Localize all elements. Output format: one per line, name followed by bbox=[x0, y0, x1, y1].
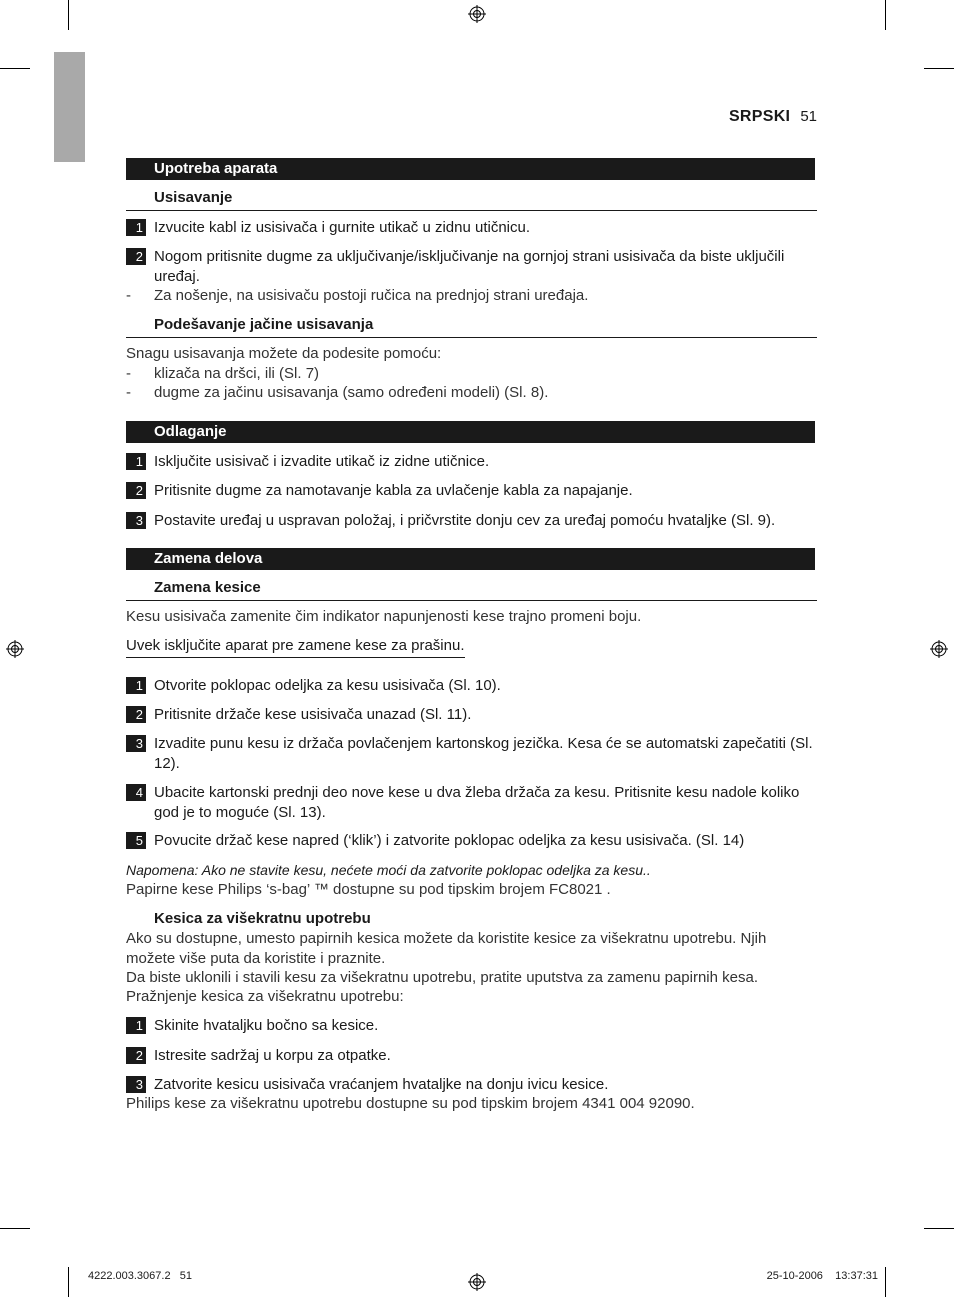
step-number: 1 bbox=[126, 1017, 146, 1034]
step-number: 2 bbox=[126, 1047, 146, 1064]
step-number: 2 bbox=[126, 482, 146, 499]
step-item bbox=[126, 452, 817, 472]
step-item bbox=[126, 705, 817, 725]
crop-mark bbox=[68, 1267, 69, 1297]
step-number: 2 bbox=[126, 706, 146, 723]
step-item bbox=[126, 218, 817, 238]
step-item bbox=[126, 1075, 817, 1095]
subsection-heading-jacina: Podešavanje jačine usisavanja bbox=[154, 316, 374, 333]
step-number: 5 bbox=[126, 832, 146, 849]
section-heading-upotreba: Upotreba aparata bbox=[126, 158, 815, 180]
step-item bbox=[126, 1046, 817, 1066]
step-item bbox=[126, 831, 817, 851]
crop-mark bbox=[0, 68, 30, 69]
note-text: Napomena: Ako ne stavite kesu, nećete moći da zatvorite poklopac odeljka za kesu.. bbox=[126, 862, 651, 878]
step-item bbox=[126, 676, 817, 696]
bullet-text: dugme za jačinu usisavanja (samo određeni modeli) (Sl. 8). bbox=[154, 384, 549, 401]
step-text: Pritisnite dugme za namotavanje kabla za uvlačenje kabla za napajanje. bbox=[154, 482, 633, 499]
page-language: SRPSKI bbox=[728, 108, 791, 125]
step-number: 3 bbox=[126, 735, 146, 752]
crop-mark bbox=[924, 68, 954, 69]
subsection-heading-usisavanje: Usisavanje bbox=[154, 189, 233, 206]
footer-doc-code: 4222.003.3067.2 bbox=[88, 1270, 171, 1282]
paragraph: Ako su dostupne, umesto papirnih kesica možete da koristite kesice za višekratnu upotrebu. Njih možete više puta da koristite i praznite. bbox=[126, 930, 767, 967]
footer-doc-info bbox=[88, 1270, 192, 1282]
bullet-item bbox=[126, 383, 817, 403]
step-item bbox=[126, 481, 817, 501]
subsection-heading-kesice: Zamena kesice bbox=[154, 579, 261, 596]
step-text: Pritisnite držače kese usisivača unazad (Sl. 11). bbox=[154, 706, 472, 723]
language-tab bbox=[54, 52, 85, 162]
divider bbox=[126, 600, 817, 601]
crop-mark bbox=[885, 0, 886, 30]
step-item bbox=[126, 247, 817, 286]
step-text: Nogom pritisnite dugme za uključivanje/isključivanje na gornjoj strani usisivača da biste uključili uređaj. bbox=[154, 248, 785, 285]
step-item bbox=[126, 734, 817, 773]
paragraph: Kesu usisivača zamenite čim indikator napunjenosti kese trajno promeni boju. bbox=[126, 608, 642, 625]
step-text: Skinite hvataljku bočno sa kesice. bbox=[154, 1017, 379, 1034]
registration-mark-icon bbox=[930, 640, 948, 658]
footer-time: 13:37:31 bbox=[835, 1270, 878, 1282]
step-text: Otvorite poklopac odeljka za kesu usisivača (Sl. 10). bbox=[154, 677, 501, 694]
bullet-item bbox=[126, 364, 817, 384]
section-heading-zamena: Zamena delova bbox=[126, 548, 815, 570]
step-number: 3 bbox=[126, 512, 146, 529]
bullet-dash: - bbox=[126, 287, 131, 304]
paragraph: Pražnjenje kesica za višekratnu upotrebu: bbox=[126, 988, 404, 1005]
step-number: 4 bbox=[126, 784, 146, 801]
step-number: 1 bbox=[126, 677, 146, 694]
divider bbox=[126, 210, 817, 211]
page-number: 51 bbox=[800, 108, 817, 125]
step-number: 3 bbox=[126, 1076, 146, 1093]
step-text: Izvucite kabl iz usisivača i gurnite utikač u zidnu utičnicu. bbox=[154, 219, 531, 236]
bullet-dash: - bbox=[126, 384, 131, 401]
footer-timestamp bbox=[767, 1270, 878, 1282]
step-item bbox=[126, 511, 817, 531]
step-number: 1 bbox=[126, 453, 146, 470]
section-heading-odlaganje: Odlaganje bbox=[126, 421, 815, 443]
paragraph: Snagu usisavanja možete da podesite pomoću: bbox=[126, 345, 442, 362]
bullet-text: Za nošenje, na usisivaču postoji ručica na prednjoj strani uređaja. bbox=[154, 287, 589, 304]
paragraph: Papirne kese Philips ‘s-bag’ ™ dostupne su pod tipskim brojem FC8021 . bbox=[126, 881, 611, 898]
divider bbox=[126, 337, 817, 338]
warning-text: Uvek isključite aparat pre zamene kese za prašinu. bbox=[126, 636, 465, 658]
subsection-heading-visekratna: Kesica za višekratnu upotrebu bbox=[154, 910, 371, 927]
bullet-text: klizača na dršci, ili (Sl. 7) bbox=[154, 365, 320, 382]
page-header bbox=[729, 108, 817, 132]
crop-mark bbox=[0, 1228, 30, 1229]
step-text: Istresite sadržaj u korpu za otpatke. bbox=[154, 1047, 391, 1064]
paragraph: Philips kese za višekratnu upotrebu dostupne su pod tipskim brojem 4341 004 92090. bbox=[126, 1095, 695, 1112]
step-text: Izvadite punu kesu iz držača povlačenjem kartonskog jezička. Kesa će se automatski zapečatiti (Sl. 12). bbox=[154, 735, 813, 772]
step-text: Isključite usisivač i izvadite utikač iz zidne utičnice. bbox=[154, 453, 490, 470]
step-text: Zatvorite kesicu usisivača vraćanjem hvataljke na donju ivicu kesice. bbox=[154, 1076, 609, 1093]
paragraph: Da biste uklonili i stavili kesu za višekratnu upotrebu, pratite uputstva za zamenu papirnih kesa. bbox=[126, 969, 758, 986]
footer-date: 25-10-2006 bbox=[766, 1270, 823, 1282]
step-text: Ubacite kartonski prednji deo nove kese u dva žleba držača za kesu. Pritisnite kesu nadole koliko god je to moguće (Sl. 13). bbox=[154, 784, 800, 821]
footer-doc-page: 51 bbox=[179, 1270, 193, 1282]
registration-mark-icon bbox=[468, 5, 486, 23]
step-item bbox=[126, 1016, 817, 1036]
crop-mark bbox=[885, 1267, 886, 1297]
step-text: Postavite uređaj u uspravan položaj, i pričvrstite donju cev za uređaj pomoću hvataljke (Sl. 9). bbox=[154, 512, 776, 529]
crop-mark bbox=[68, 0, 69, 30]
crop-mark bbox=[924, 1228, 954, 1229]
step-item bbox=[126, 783, 817, 822]
registration-mark-icon bbox=[6, 640, 24, 658]
registration-mark-icon bbox=[468, 1273, 486, 1291]
step-text: Povucite držač kese napred (‘klik’) i zatvorite poklopac odeljka za kesu usisivača. (Sl. 14) bbox=[154, 832, 745, 849]
bullet-dash: - bbox=[126, 365, 131, 382]
bullet-item bbox=[126, 286, 817, 306]
step-number: 1 bbox=[126, 219, 146, 236]
step-number: 2 bbox=[126, 248, 146, 265]
